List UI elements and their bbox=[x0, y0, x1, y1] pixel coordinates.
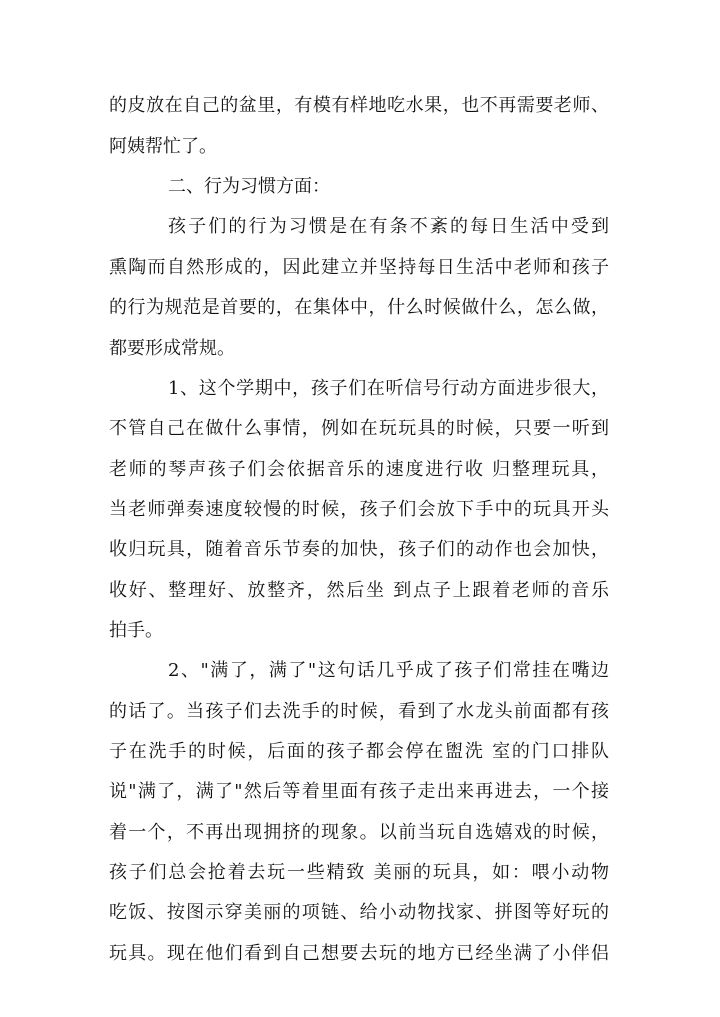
text-line-19: 着一个，不再出现拥挤的现象。以前当玩自选嬉戏的时候， bbox=[109, 822, 609, 843]
text-line-4: 孩子们的行为习惯是在有条不紊的每日生活中受到 bbox=[168, 216, 609, 237]
text-line-22: 玩具。现在他们看到自己想要去玩的地方已经坐满了小伴侣 bbox=[109, 943, 609, 964]
text-line-16: 的话了。当孩子们去洗手的时候，看到了水龙头前面都有孩 bbox=[109, 701, 609, 722]
text-line-20: 孩子们总会抢着去玩一些精致 美丽的玩具，如：喂小动物 bbox=[109, 862, 609, 883]
text-line-14: 拍手。 bbox=[109, 620, 163, 641]
text-line-2: 阿姨帮忙了。 bbox=[109, 136, 217, 157]
text-line-18: 说"满了，满了"然后等着里面有孩子走出来再进去，一个接 bbox=[109, 781, 609, 802]
text-line-6: 的行为规范是首要的，在集体中，什么时候做什么，怎么做， bbox=[109, 297, 609, 318]
text-line-21: 吃饭、按图示穿美丽的项链、给小动物找家、拼图等好玩的 bbox=[109, 902, 609, 923]
section-heading: 二、行为习惯方面： bbox=[168, 176, 330, 197]
text-line-13: 收好、整理好、放整齐，然后坐 到点子上跟着老师的音乐 bbox=[109, 580, 609, 601]
text-line-7: 都要形成常规。 bbox=[109, 338, 235, 359]
text-line-8: 1、这个学期中，孩子们在听信号行动方面进步很大， bbox=[168, 378, 609, 399]
text-line-15: 2、"满了，满了"这句话几乎成了孩子们常挂在嘴边 bbox=[168, 660, 609, 681]
text-line-1: 的皮放在自己的盆里，有模有样地吃水果，也不再需要老师、 bbox=[109, 95, 609, 116]
text-line-12: 收归玩具，随着音乐节奏的加快，孩子们的动作也会加快， bbox=[109, 539, 609, 560]
text-line-17: 子在洗手的时候，后面的孩子都会停在盥洗 室的门口排队 bbox=[109, 741, 609, 762]
text-line-9: 不管自己在做什么事情，例如在玩玩具的时候，只要一听到 bbox=[109, 418, 609, 439]
text-line-10: 老师的琴声孩子们会依据音乐的速度进行收 归整理玩具， bbox=[109, 459, 609, 480]
text-line-5: 熏陶而自然形成的，因此建立并坚持每日生活中老师和孩子 bbox=[109, 257, 609, 278]
text-line-11: 当老师弹奏速度较慢的时候，孩子们会放下手中的玩具开头 bbox=[109, 499, 609, 520]
